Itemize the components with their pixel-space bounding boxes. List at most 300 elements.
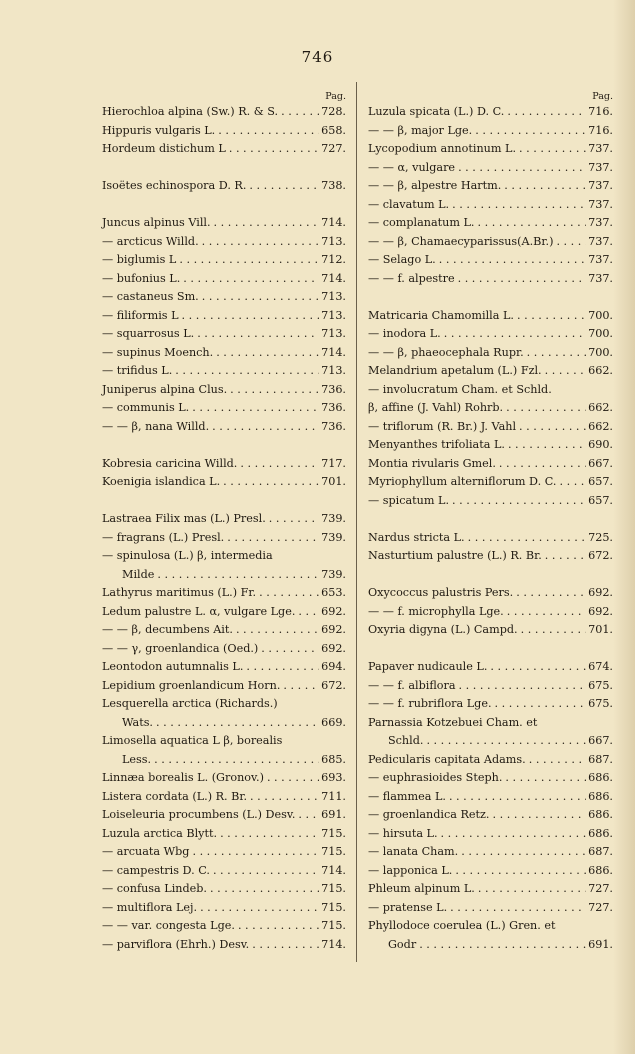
index-entry (102, 936, 346, 955)
page-number: 746 (301, 48, 334, 66)
entry-page: 715. (321, 900, 346, 914)
dot-leader (154, 566, 319, 585)
entry-page: 716. (588, 123, 613, 137)
entry-name: Schld. (388, 734, 424, 747)
entry-page: 737. (588, 234, 613, 248)
entry-name: Luzula spicata (L.) D. C. (368, 105, 505, 118)
dot-leader (151, 751, 319, 770)
entry-name: — squarrosus L. (102, 327, 195, 340)
entry-page: 711. (321, 789, 346, 803)
dot-leader (513, 584, 586, 603)
dot-leader (209, 418, 319, 437)
entry-page: 737. (588, 179, 613, 192)
entry-name: Melandrium apetalum (L.) Fzl. (368, 364, 542, 377)
index-entry-line: Limosella aquatica L β, borealis (102, 734, 283, 747)
index-entry (368, 399, 613, 418)
section-gap (368, 640, 613, 659)
dot-leader (455, 159, 586, 178)
entry-page: 692. (321, 641, 346, 655)
index-entry (368, 899, 613, 918)
dot-leader (217, 825, 319, 844)
index-entry (368, 695, 613, 714)
index-entry (102, 214, 346, 233)
entry-name: — inodora L. (368, 327, 441, 340)
entry-page: 714. (321, 863, 346, 877)
entry-page: 737. (588, 197, 613, 211)
entry-name: Pedicularis capitata Adams. (368, 752, 526, 766)
index-entry (102, 455, 346, 474)
entry-page: 715. (321, 919, 346, 932)
entry-name: — spicatum L. (368, 493, 450, 507)
entry-page: 713. (321, 290, 346, 303)
index-entry (368, 473, 613, 492)
section-gap (102, 492, 346, 511)
index-entry (368, 769, 613, 788)
dot-leader (179, 307, 320, 326)
dot-leader (490, 806, 587, 825)
index-entry (102, 251, 346, 270)
entry-name: — triflorum (R. Br.) J. Vahl (368, 419, 517, 433)
dot-leader (226, 140, 319, 159)
dot-leader (501, 177, 586, 196)
entry-page: 694. (321, 660, 346, 673)
entry-page: 692. (588, 586, 613, 599)
entry-page: 662. (588, 419, 613, 433)
index-entry (102, 843, 346, 862)
entry-name: — multiflora Lej. (102, 900, 198, 914)
entry-page: 715. (321, 845, 346, 858)
entry-page: 692. (588, 604, 613, 618)
index-entry (368, 307, 613, 326)
entry-page: 700. (588, 345, 613, 359)
entry-page: 727. (588, 882, 613, 895)
index-entry-line: Phyllodoce coerulea (L.) Gren. et (368, 919, 556, 932)
entry-name: — bufonius L. (102, 271, 181, 285)
index-entry (102, 325, 346, 344)
entry-name: — — α, vulgare (368, 160, 456, 174)
entry-name: Nardus stricta L. (368, 530, 465, 544)
dot-leader (295, 806, 319, 825)
entry-name: — — γ, groenlandica (Oed.) (102, 641, 259, 655)
entry-page: 691. (588, 937, 613, 951)
index-entry (368, 547, 613, 566)
dot-leader (295, 603, 319, 622)
entry-page: 713. (321, 364, 346, 377)
entry-name: — arcticus Willd. (102, 234, 199, 248)
entry-page: 700. (588, 308, 613, 322)
dot-leader (496, 455, 586, 474)
dot-leader (211, 214, 320, 233)
section-gap (368, 288, 613, 307)
entry-page: 716. (588, 105, 613, 118)
index-entry (102, 751, 346, 770)
dot-leader (487, 658, 586, 677)
entry-page: 657. (588, 493, 613, 507)
index-entry-line: — spinulosa (L.) β, intermedia (102, 549, 273, 562)
entry-name: — — f. albiflora (368, 678, 456, 692)
entry-page: 715. (321, 882, 346, 895)
index-entry (102, 603, 346, 622)
dot-leader (436, 251, 586, 270)
index-entry (102, 658, 346, 677)
entry-page: 662. (588, 401, 613, 414)
dot-leader (247, 788, 319, 807)
index-entry (102, 788, 346, 807)
dot-leader (213, 344, 319, 363)
entry-name: Koenigia islandica L. (102, 475, 221, 488)
dot-leader (176, 251, 319, 270)
entry-page: 691. (321, 808, 346, 821)
entry-name: Lastraea Filix mas (L.) Presl. (102, 512, 266, 525)
dot-leader (516, 140, 586, 159)
entry-page: 667. (588, 456, 613, 470)
index-entry (368, 233, 613, 252)
entry-page: 738. (321, 179, 346, 192)
index-entry (368, 159, 613, 178)
index-entry (102, 806, 346, 825)
index-column-left (102, 92, 346, 954)
entry-page: 692. (321, 623, 346, 636)
section-gap (102, 436, 346, 455)
dot-leader (455, 270, 587, 289)
dot-leader (472, 122, 586, 141)
section-gap (368, 566, 613, 585)
entry-name: Lepidium groenlandicum Horn. (102, 678, 281, 692)
index-entry (102, 473, 346, 492)
index-entry-line: Parnassia Kotzebuei Cham. et (368, 715, 538, 729)
entry-name: Wats. (122, 715, 153, 729)
dot-leader (243, 658, 319, 677)
entry-page: 672. (588, 549, 613, 562)
entry-page: 714. (321, 216, 346, 229)
dot-leader (189, 399, 319, 418)
entry-name: — confusa Lindeb. (102, 882, 207, 895)
dot-leader (504, 603, 586, 622)
entry-page: 712. (321, 253, 346, 266)
index-entry (368, 529, 613, 548)
entry-page: 713. (321, 327, 346, 340)
dot-leader (505, 436, 586, 455)
entry-page: 658. (321, 123, 346, 137)
index-entry (368, 806, 613, 825)
index-entry (102, 399, 346, 418)
entry-page: 728. (321, 105, 346, 118)
entry-name: — trifidus L. (102, 364, 173, 377)
dot-leader (227, 381, 319, 400)
section-gap (368, 510, 613, 529)
entry-page: 700. (588, 327, 613, 340)
dot-leader (475, 214, 587, 233)
dot-leader (246, 177, 319, 196)
entry-name: Linnæa borealis L. (Gronov.) (102, 771, 264, 784)
entry-name: — — β, alpestre Hartm. (368, 179, 502, 192)
dot-leader (153, 714, 319, 733)
entry-name: β, affine (J. Vahl) Rohrb. (368, 401, 504, 414)
index-entry (368, 196, 613, 215)
index-entry (368, 584, 613, 603)
entry-page: 739. (321, 567, 346, 581)
entry-page: 687. (588, 845, 613, 858)
index-entry (368, 325, 613, 344)
pag-header: Pag. (592, 91, 613, 102)
entry-page: 737. (588, 142, 613, 155)
dot-leader (199, 233, 319, 252)
entry-name: — lapponica L. (368, 863, 453, 877)
entry-page: 657. (588, 475, 613, 488)
dot-leader (518, 621, 586, 640)
dot-leader (224, 529, 319, 548)
dot-leader (249, 936, 319, 955)
entry-name: — parviflora (Ehrh.) Desv. (102, 937, 250, 951)
entry-name: Lycopodium annotinum L. (368, 142, 517, 155)
dot-leader (441, 325, 586, 344)
dot-leader (194, 325, 319, 344)
index-entry (368, 862, 613, 881)
entry-page: 686. (588, 789, 613, 803)
dot-leader (503, 399, 586, 418)
entry-page: 686. (588, 771, 613, 784)
entry-page: 725. (588, 530, 613, 544)
dot-leader (258, 640, 319, 659)
index-entry (102, 270, 346, 289)
index-entry (368, 825, 613, 844)
entry-page: 737. (588, 253, 613, 266)
entry-page: 686. (588, 826, 613, 840)
entry-name: — clavatum L. (368, 197, 450, 211)
dot-leader (180, 270, 319, 289)
index-entry (368, 103, 613, 122)
entry-page: 662. (588, 364, 613, 377)
entry-page: 692. (321, 604, 346, 618)
entry-name: — Selago L. (368, 253, 436, 266)
entry-page: 686. (588, 808, 613, 821)
index-entry (368, 362, 613, 381)
index-entry (102, 529, 346, 548)
entry-name: — communis L. (102, 401, 190, 414)
entry-page: 713. (321, 234, 346, 248)
entry-name: — — β, nana Willd. (102, 419, 210, 433)
entry-page: 736. (321, 382, 346, 396)
entry-name: Juncus alpinus Vill. (102, 216, 211, 229)
entry-name: Less. (122, 752, 152, 766)
entry-page: 737. (588, 160, 613, 174)
index-entry (368, 270, 613, 289)
dot-leader (504, 103, 586, 122)
entry-page: 653. (321, 586, 346, 599)
dot-leader (542, 547, 586, 566)
entry-name: Kobresia caricina Willd. (102, 456, 238, 470)
dot-leader (553, 233, 586, 252)
index-entry (368, 936, 613, 955)
index-entry (102, 566, 346, 585)
entry-page: 727. (321, 142, 346, 155)
entry-name: — — f. rubriflora Lge. (368, 697, 492, 710)
index-entry (368, 880, 613, 899)
entry-page: 736. (321, 419, 346, 433)
dot-leader (526, 751, 586, 770)
entry-name: — euphrasioides Steph. (368, 771, 503, 784)
dot-leader (207, 880, 319, 899)
entry-name: — pratense L. (368, 900, 448, 914)
entry-name: — — var. congesta Lge. (102, 919, 235, 932)
column-divider (356, 82, 357, 962)
index-entry (368, 455, 613, 474)
index-entry (368, 492, 613, 511)
entry-name: — complanatum L. (368, 216, 475, 229)
entry-name: Godr (388, 937, 417, 951)
index-entry (368, 344, 613, 363)
entry-name: Isoëtes echinospora D. R. (102, 179, 247, 192)
dot-leader (278, 103, 319, 122)
index-entry (368, 677, 613, 696)
dot-leader (416, 936, 586, 955)
index-entry-line: Lesquerella arctica (Richards.) (102, 697, 278, 710)
dot-leader (438, 825, 587, 844)
entry-page: 687. (588, 752, 613, 766)
entry-page: 717. (321, 456, 346, 470)
index-entry (102, 917, 346, 936)
index-entry (102, 344, 346, 363)
dot-leader (458, 843, 586, 862)
index-entry (368, 788, 613, 807)
index-entry (368, 603, 613, 622)
dot-leader (199, 288, 319, 307)
entry-name: Hordeum distichum L (102, 142, 226, 155)
index-entry-line: — involucratum Cham. et Schld. (368, 382, 552, 396)
dot-leader (556, 473, 586, 492)
index-entry (368, 658, 613, 677)
entry-page: 739. (321, 512, 346, 525)
pag-header: Pag. (325, 91, 346, 102)
entry-name: — — f. alpestre (368, 271, 455, 285)
dot-leader (266, 510, 319, 529)
entry-name: — castaneus Sm. (102, 290, 199, 303)
entry-name: Loiseleuria procumbens (L.) Desv. (102, 808, 296, 821)
entry-name: — — β, Chamaecyparissus(A.Br.) (368, 234, 554, 248)
index-entry (102, 862, 346, 881)
dot-leader (447, 899, 586, 918)
index-entry (368, 214, 613, 233)
index-entry (102, 880, 346, 899)
entry-name: Nasturtium palustre (L.) R. Br. (368, 549, 542, 562)
entry-name: Myriophyllum alterniflorum D. C. (368, 475, 557, 488)
dot-leader (514, 307, 586, 326)
index-entry (102, 640, 346, 659)
entry-name: Oxyria digyna (L.) Campd. (368, 623, 518, 636)
index-entry (368, 751, 613, 770)
entry-page: 669. (321, 715, 346, 729)
index-entry (368, 251, 613, 270)
entry-name: — hirsuta L. (368, 826, 438, 840)
entry-name: — biglumis L (102, 253, 177, 266)
entry-page: 714. (321, 271, 346, 285)
entry-page: 715. (321, 826, 346, 840)
entry-name: — — β, major Lge. (368, 123, 473, 137)
entry-name: — lanata Cham. (368, 845, 459, 858)
entry-page: 686. (588, 863, 613, 877)
index-entry (368, 122, 613, 141)
dot-leader (172, 362, 319, 381)
section-gap (102, 159, 346, 178)
entry-name: — — f. microphylla Lge. (368, 604, 504, 618)
dot-leader (492, 695, 587, 714)
entry-name: — supinus Moench. (102, 345, 214, 359)
entry-name: — — β, decumbens Ait. (102, 623, 233, 636)
dot-leader (264, 769, 319, 788)
index-entry (368, 177, 613, 196)
index-entry (368, 732, 613, 751)
dot-leader (237, 455, 319, 474)
entry-page: 714. (321, 937, 346, 951)
index-entry (102, 621, 346, 640)
dot-leader (220, 473, 319, 492)
entry-name: — arcuata Wbg (102, 845, 190, 858)
entry-name: Papaver nudicaule L. (368, 660, 488, 673)
index-entry (368, 843, 613, 862)
dot-leader (516, 418, 586, 437)
entry-page: 672. (321, 678, 346, 692)
entry-name: — groenlandica Retz. (368, 808, 490, 821)
dot-leader (449, 492, 586, 511)
entry-name: Milde (122, 567, 155, 581)
index-entry (102, 288, 346, 307)
entry-page: 675. (588, 697, 613, 710)
index-entry (102, 825, 346, 844)
entry-page: 675. (588, 678, 613, 692)
entry-name: Matricaria Chamomilla L. (368, 308, 514, 322)
entry-page: 737. (588, 216, 613, 229)
index-entry (102, 233, 346, 252)
entry-name: Hippuris vulgaris L. (102, 123, 216, 137)
dot-leader (256, 584, 319, 603)
index-entry (102, 103, 346, 122)
entry-page: 693. (321, 771, 346, 784)
entry-page: 714. (321, 345, 346, 359)
dot-leader (233, 621, 319, 640)
entry-name: Menyanthes trifoliata L. (368, 438, 505, 451)
dot-leader (502, 769, 586, 788)
section-gap (102, 196, 346, 215)
dot-leader (215, 122, 319, 141)
entry-name: Oxycoccus palustris Pers. (368, 586, 514, 599)
entry-name: Montia rivularis Gmel. (368, 456, 496, 470)
dot-leader (456, 677, 587, 696)
index-entry (102, 140, 346, 159)
dot-leader (446, 788, 586, 807)
index-entry (368, 418, 613, 437)
entry-page: 736. (321, 401, 346, 414)
page-edge-shadow (613, 0, 635, 1054)
entry-name: — filiformis L (102, 308, 179, 322)
index-entry (102, 510, 346, 529)
entry-page: 737. (588, 271, 613, 285)
entry-name: Ledum palustre L. α, vulgare Lge. (102, 604, 296, 618)
entry-page: 739. (321, 530, 346, 544)
index-entry (102, 899, 346, 918)
dot-leader (542, 362, 586, 381)
dot-leader (465, 529, 586, 548)
entry-page: 685. (321, 752, 346, 766)
index-entry (102, 769, 346, 788)
entry-name: — — β, phaeocephala Rupr. (368, 345, 524, 359)
dot-leader (280, 677, 319, 696)
entry-name: — campestris D. C. (102, 863, 210, 877)
entry-name: Lathyrus maritimus (L.) Fr. (102, 586, 257, 599)
entry-name: — fragrans (L.) Presl. (102, 530, 225, 544)
dot-leader (235, 917, 319, 936)
dot-leader (423, 732, 586, 751)
entry-name: Leontodon autumnalis L. (102, 660, 244, 673)
